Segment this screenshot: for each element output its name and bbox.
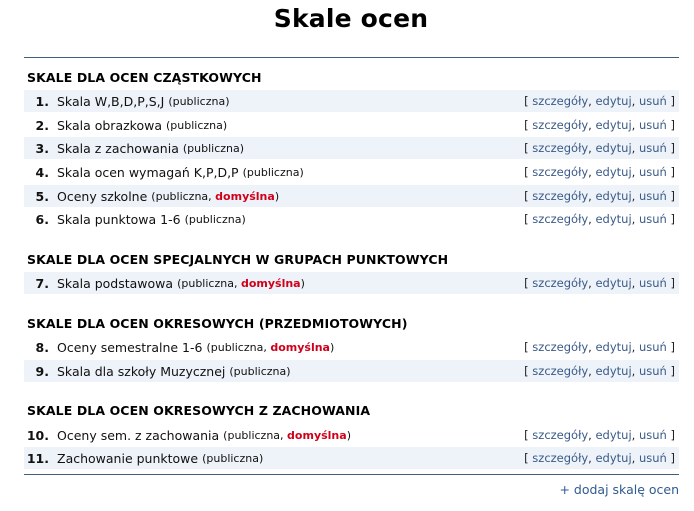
visibility-close: )	[222, 118, 228, 132]
scale-row	[24, 185, 679, 207]
row-actions	[524, 364, 675, 378]
separator: ,	[588, 189, 592, 203]
visibility-label: (publiczna	[168, 94, 226, 108]
bracket-close: ]	[670, 451, 675, 465]
scale-number: 4.	[35, 164, 49, 180]
row-actions	[524, 165, 675, 179]
bottom-divider	[24, 474, 679, 475]
scale-row	[24, 272, 679, 294]
separator: ,	[631, 364, 636, 378]
bracket-close: ]	[670, 364, 675, 378]
bracket-close: ]	[670, 118, 675, 132]
details-link[interactable]: szczegóły	[532, 364, 589, 378]
visibility-label: (publiczna,	[151, 189, 216, 203]
separator: ,	[588, 451, 592, 465]
delete-link[interactable]: usuń	[638, 276, 667, 290]
separator: ,	[588, 141, 592, 155]
bracket-close: ]	[670, 428, 675, 442]
bracket-open: [	[524, 340, 529, 354]
edit-link[interactable]: edytuj	[595, 141, 632, 155]
details-link[interactable]: szczegóły	[532, 165, 589, 179]
scale-name: Zachowanie punktowe	[57, 450, 199, 466]
scale-name: Oceny semestralne 1-6	[57, 339, 203, 355]
scale-visibility	[185, 213, 246, 226]
visibility-close: )	[225, 94, 230, 108]
scale-name: Skala z zachowania	[57, 140, 179, 156]
bracket-open: [	[524, 451, 529, 465]
row-actions	[524, 428, 675, 442]
delete-link[interactable]: usuń	[638, 141, 667, 155]
visibility-close: )	[286, 364, 291, 378]
edit-link[interactable]: edytuj	[595, 165, 632, 179]
edit-link[interactable]: edytuj	[595, 212, 632, 226]
section-header-term-behavior-grades: SKALE DLA OCEN OKRESOWYCH Z ZACHOWANIA	[27, 403, 371, 418]
top-divider	[24, 57, 679, 58]
scale-name: Skala dla szkoły Muzycznej	[57, 363, 226, 379]
bracket-open: [	[524, 165, 529, 179]
default-badge: domyślna	[215, 189, 275, 203]
details-link[interactable]: szczegóły	[532, 428, 589, 442]
visibility-close: )	[258, 451, 264, 465]
details-link[interactable]: szczegóły	[532, 276, 589, 290]
scale-number: 5.	[35, 188, 49, 204]
visibility-close: )	[274, 189, 280, 203]
row-actions	[524, 276, 675, 290]
details-link[interactable]: szczegóły	[532, 340, 589, 354]
add-scale-link[interactable]: + dodaj skalę ocen	[559, 482, 679, 497]
separator: ,	[588, 276, 592, 290]
section-header-special-grades: SKALE DLA OCEN SPECJALNYCH W GRUPACH PUNKTOWYCH	[27, 252, 449, 267]
bracket-open: [	[524, 141, 529, 155]
row-actions	[524, 340, 675, 354]
default-badge: domyślna	[270, 340, 330, 354]
visibility-label: (publiczna,	[206, 340, 271, 354]
separator: ,	[631, 212, 636, 226]
visibility-label: (publiczna	[182, 141, 240, 155]
scale-visibility	[206, 341, 334, 354]
scale-visibility	[166, 119, 227, 132]
scale-row	[24, 137, 679, 159]
separator: ,	[631, 428, 636, 442]
scale-row	[24, 208, 679, 230]
edit-link[interactable]: edytuj	[595, 428, 632, 442]
visibility-label: (publiczna	[166, 118, 223, 132]
page-title: Skale ocen	[273, 4, 429, 33]
bracket-close: ]	[670, 189, 675, 203]
row-actions	[524, 141, 675, 155]
row-actions	[524, 94, 675, 108]
visibility-close: )	[299, 165, 304, 179]
scale-row	[24, 114, 679, 136]
scale-name: Oceny sem. z zachowania	[57, 427, 220, 443]
delete-link[interactable]: usuń	[638, 189, 667, 203]
row-actions	[524, 212, 675, 226]
bracket-open: [	[524, 428, 529, 442]
separator: ,	[631, 118, 636, 132]
section-header-term-subject-grades: SKALE DLA OCEN OKRESOWYCH (PRZEDMIOTOWYCH)	[27, 316, 408, 331]
visibility-close: )	[329, 340, 335, 354]
edit-link[interactable]: edytuj	[595, 451, 632, 465]
edit-link[interactable]: edytuj	[595, 276, 632, 290]
scale-visibility	[202, 452, 263, 465]
delete-link[interactable]: usuń	[638, 212, 667, 226]
edit-link[interactable]: edytuj	[595, 340, 632, 354]
delete-link[interactable]: usuń	[638, 94, 667, 108]
visibility-label: (publiczna,	[177, 276, 241, 290]
separator: ,	[588, 212, 592, 226]
separator: ,	[588, 118, 592, 132]
edit-link[interactable]: edytuj	[595, 364, 632, 378]
bracket-open: [	[524, 364, 529, 378]
separator: ,	[588, 94, 592, 108]
scale-visibility	[168, 95, 229, 108]
scale-visibility	[151, 190, 279, 203]
separator: ,	[631, 141, 636, 155]
delete-link[interactable]: usuń	[638, 451, 667, 465]
separator: ,	[588, 165, 592, 179]
details-link[interactable]: szczegóły	[532, 94, 589, 108]
bracket-open: [	[524, 189, 529, 203]
scale-visibility	[183, 142, 244, 155]
scale-number: 6.	[35, 211, 49, 227]
details-link[interactable]: szczegóły	[532, 451, 589, 465]
bracket-close: ]	[670, 276, 675, 290]
scale-visibility	[223, 429, 351, 442]
default-badge: domyślna	[287, 428, 347, 442]
scale-number: 9.	[35, 363, 49, 379]
scale-number: 3.	[35, 140, 49, 156]
row-actions	[524, 118, 675, 132]
row-actions	[524, 451, 675, 465]
bracket-close: ]	[670, 212, 675, 226]
scale-row	[24, 90, 679, 112]
edit-link[interactable]: edytuj	[595, 94, 632, 108]
scale-row	[24, 447, 679, 469]
separator: ,	[631, 276, 636, 290]
delete-link[interactable]: usuń	[638, 118, 667, 132]
bracket-open: [	[524, 118, 529, 132]
scale-name: Skala punktowa 1-6	[57, 211, 181, 227]
separator: ,	[631, 340, 636, 354]
details-link[interactable]: szczegóły	[532, 141, 589, 155]
separator: ,	[631, 451, 636, 465]
visibility-label: (publiczna	[242, 165, 300, 179]
section-header-partial-grades: SKALE DLA OCEN CZĄSTKOWYCH	[27, 70, 262, 85]
scale-visibility	[177, 277, 305, 290]
bracket-close: ]	[670, 165, 675, 179]
delete-link[interactable]: usuń	[638, 428, 667, 442]
visibility-close: )	[239, 141, 245, 155]
visibility-label: (publiczna,	[223, 428, 288, 442]
scale-visibility	[229, 365, 290, 378]
scale-row	[24, 161, 679, 183]
delete-link[interactable]: usuń	[638, 165, 667, 179]
delete-link[interactable]: usuń	[638, 340, 667, 354]
scale-name: Skala ocen wymagań K,P,D,P	[57, 164, 239, 180]
separator: ,	[631, 189, 636, 203]
row-actions	[524, 189, 675, 203]
details-link[interactable]: szczegóły	[532, 212, 589, 226]
separator: ,	[631, 165, 636, 179]
scale-number: 7.	[35, 275, 49, 291]
delete-link[interactable]: usuń	[638, 364, 667, 378]
scale-number: 2.	[35, 117, 49, 133]
visibility-label: (publiczna	[229, 364, 287, 378]
scale-name: Oceny szkolne	[57, 188, 148, 204]
bracket-open: [	[524, 212, 529, 226]
bracket-open: [	[524, 94, 529, 108]
visibility-label: (publiczna	[184, 212, 242, 226]
details-link[interactable]: szczegóły	[532, 118, 589, 132]
default-badge: domyślna	[240, 276, 301, 290]
scale-number: 11.	[26, 450, 49, 466]
visibility-close: )	[300, 276, 305, 290]
visibility-label: (publiczna	[202, 451, 259, 465]
scale-row	[24, 336, 679, 358]
bracket-close: ]	[670, 94, 675, 108]
scale-name: Skala podstawowa	[57, 275, 174, 291]
bracket-close: ]	[670, 340, 675, 354]
separator: ,	[588, 364, 592, 378]
scale-number: 8.	[35, 339, 49, 355]
details-link[interactable]: szczegóły	[532, 189, 589, 203]
scale-name: Skala obrazkowa	[57, 117, 162, 133]
edit-link[interactable]: edytuj	[595, 118, 632, 132]
scale-number: 1.	[35, 93, 49, 109]
scale-row	[24, 424, 679, 446]
separator: ,	[588, 340, 592, 354]
edit-link[interactable]: edytuj	[595, 189, 632, 203]
separator: ,	[631, 94, 636, 108]
visibility-close: )	[346, 428, 351, 442]
scale-row	[24, 360, 679, 382]
scale-number: 10.	[26, 427, 49, 443]
bracket-close: ]	[670, 141, 675, 155]
scale-name: Skala W,B,D,P,S,J	[57, 93, 165, 109]
visibility-close: )	[241, 212, 246, 226]
scale-visibility	[243, 166, 304, 179]
separator: ,	[588, 428, 592, 442]
bracket-open: [	[524, 276, 529, 290]
